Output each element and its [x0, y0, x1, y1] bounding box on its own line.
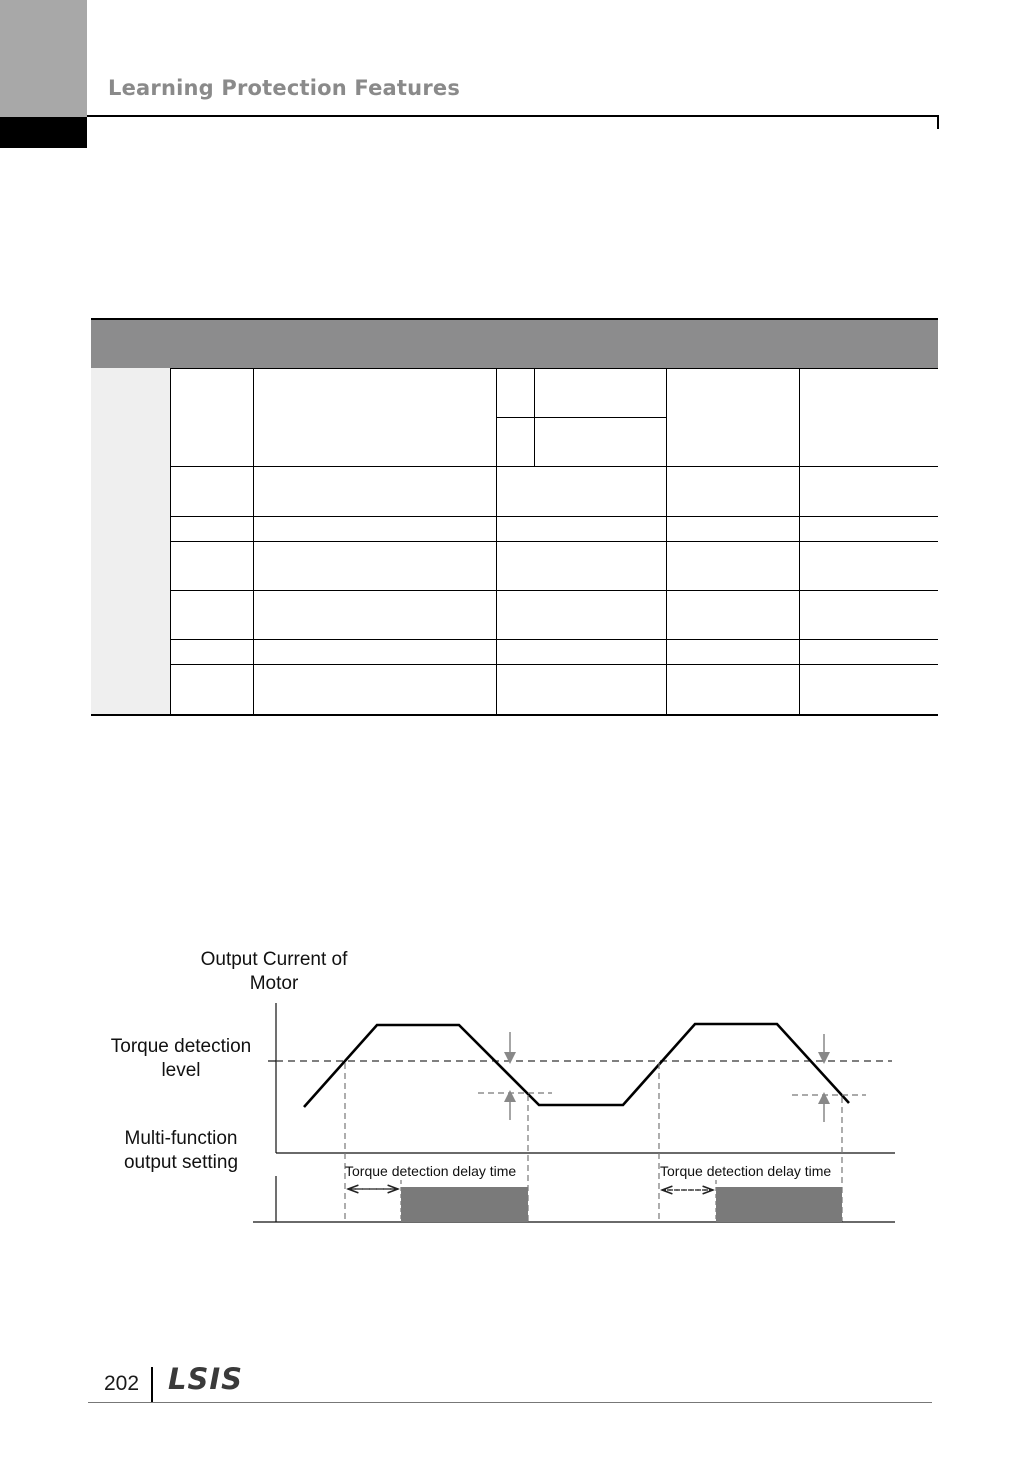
footer-divider: [151, 1367, 153, 1403]
output-on-pulse-1: [401, 1187, 528, 1222]
delay-time-label-1: Torque detection delay time: [345, 1163, 517, 1179]
output-setting-label-line2: output setting: [123, 1152, 239, 1173]
footer-rule: [88, 1402, 932, 1403]
y-axis-title-line2: Motor: [249, 973, 299, 994]
output-on-pulse-2: [716, 1187, 842, 1222]
delay-time-label-2: Torque detection delay time: [660, 1163, 832, 1179]
lsis-logo: LSIS: [168, 1362, 244, 1396]
torque-level-label-line2: level: [161, 1060, 201, 1081]
torque-level-label: Torque detection: [110, 1036, 252, 1057]
section-title: Learning Protection Features: [108, 76, 461, 100]
y-axis-title: Output Current of: [200, 949, 348, 970]
page-number: 202: [104, 1372, 140, 1395]
output-setting-label: Multi-function: [124, 1128, 238, 1149]
output-current-curve: [304, 1024, 849, 1107]
